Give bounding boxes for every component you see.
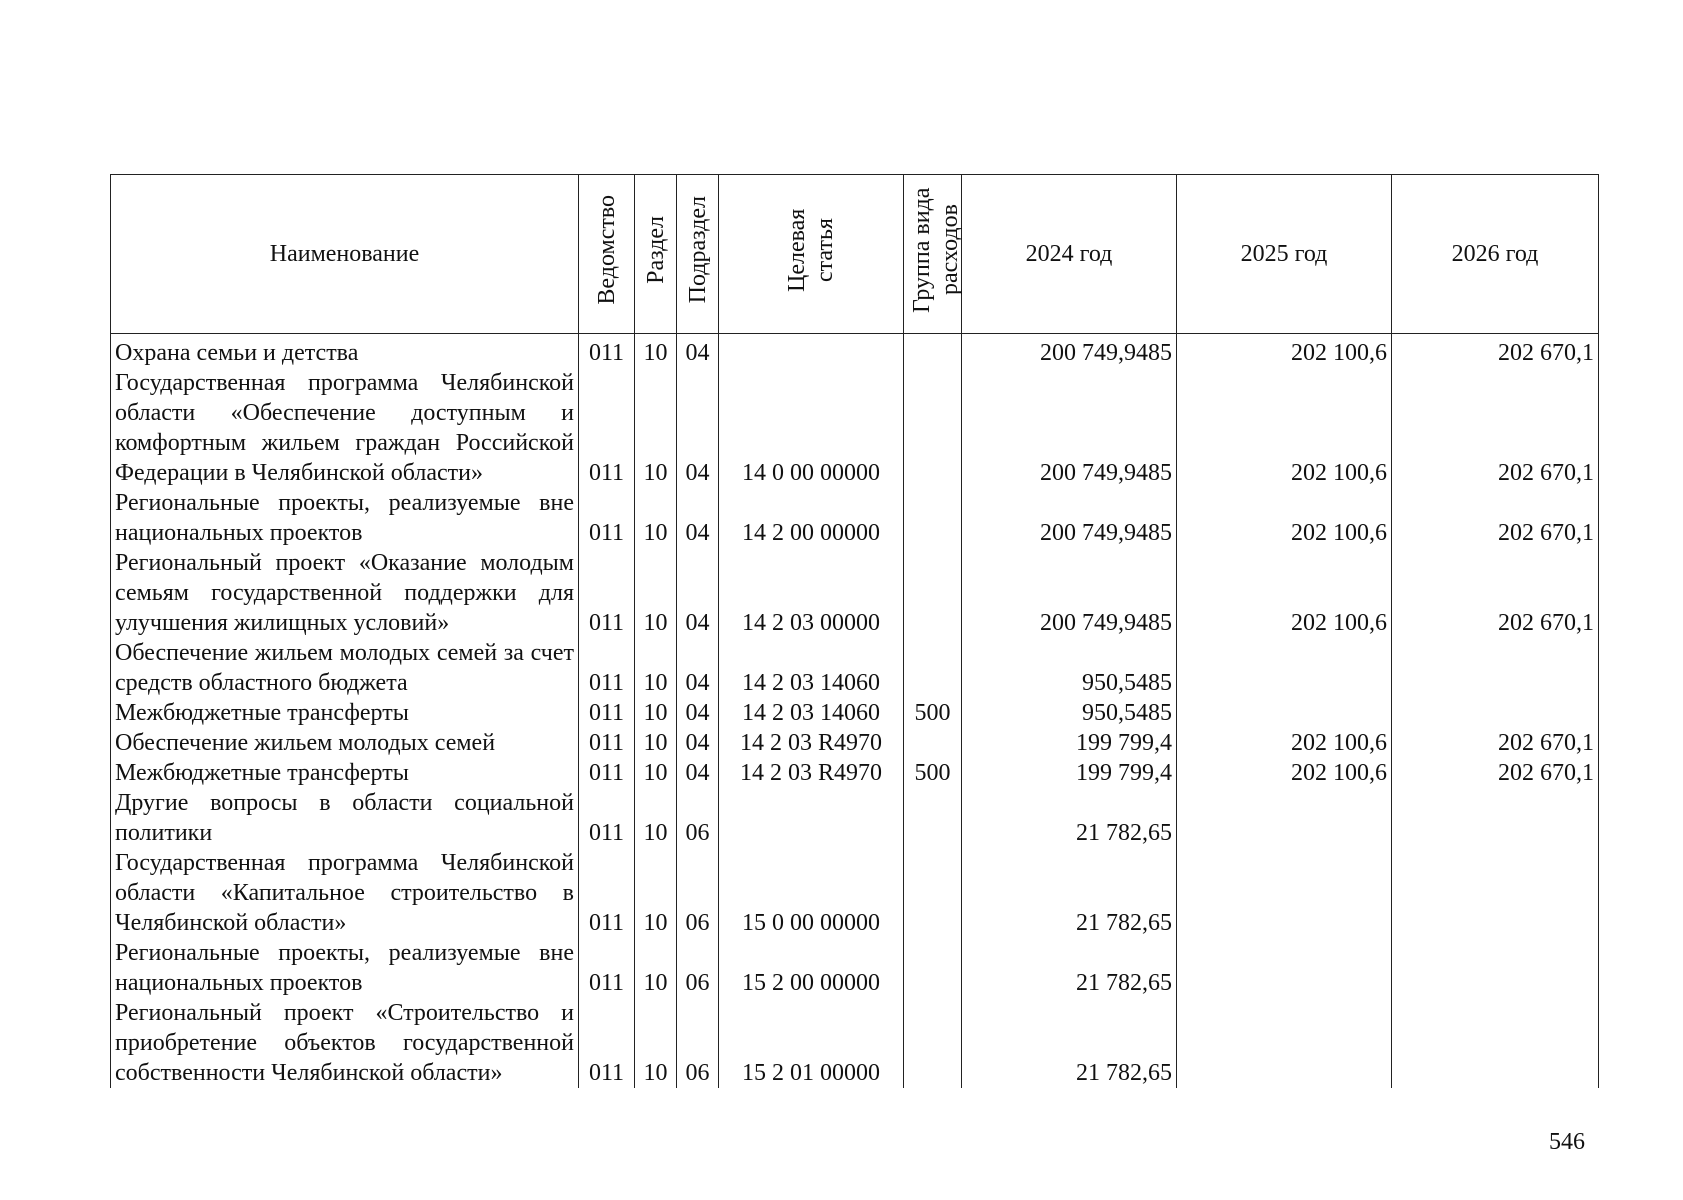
cell-subsection: 04 — [677, 334, 719, 369]
cell-2024: 199 799,4 — [962, 758, 1177, 788]
cell-expense-group — [904, 788, 962, 848]
cell-2025 — [1177, 698, 1392, 728]
cell-2026 — [1392, 848, 1599, 938]
cell-dept: 011 — [579, 638, 635, 698]
cell-name: Государственная программа Челябинской области «Обеспечение доступным и комфортным жильем граждан Российской Федерации в Челябинской области» — [111, 368, 579, 488]
cell-expense-group — [904, 368, 962, 488]
cell-subsection: 06 — [677, 848, 719, 938]
cell-section: 10 — [635, 998, 677, 1088]
cell-subsection: 04 — [677, 758, 719, 788]
cell-name: Другие вопросы в области социальной политики — [111, 788, 579, 848]
table-row — [111, 638, 1599, 698]
cell-name: Региональные проекты, реализуемые вне национальных проектов — [111, 938, 579, 998]
cell-dept: 011 — [579, 998, 635, 1088]
header-section — [635, 175, 677, 334]
cell-2026: 202 670,1 — [1392, 488, 1599, 548]
cell-section: 10 — [635, 938, 677, 998]
cell-name: Региональный проект «Строительство и приобретение объектов государственной собственности Челябинской области» — [111, 998, 579, 1088]
table-row — [111, 848, 1599, 938]
cell-dept: 011 — [579, 848, 635, 938]
cell-2025: 202 100,6 — [1177, 758, 1392, 788]
cell-target — [719, 334, 904, 369]
cell-2024: 21 782,65 — [962, 938, 1177, 998]
cell-expense-group — [904, 638, 962, 698]
cell-2024: 200 749,9485 — [962, 368, 1177, 488]
cell-subsection: 04 — [677, 728, 719, 758]
cell-subsection: 04 — [677, 548, 719, 638]
cell-target: 14 2 03 14060 — [719, 638, 904, 698]
table-row — [111, 334, 1599, 369]
header-2025: 2025 год — [1177, 175, 1392, 334]
table-body — [111, 334, 1599, 1089]
budget-sheet — [110, 174, 1599, 1088]
cell-2026: 202 670,1 — [1392, 368, 1599, 488]
cell-2024: 200 749,9485 — [962, 334, 1177, 369]
cell-2026 — [1392, 698, 1599, 728]
cell-dept: 011 — [579, 728, 635, 758]
cell-section: 10 — [635, 548, 677, 638]
cell-target: 15 2 00 00000 — [719, 938, 904, 998]
cell-2024: 21 782,65 — [962, 998, 1177, 1088]
cell-expense-group: 500 — [904, 698, 962, 728]
cell-section: 10 — [635, 758, 677, 788]
cell-dept: 011 — [579, 938, 635, 998]
cell-target: 15 0 00 00000 — [719, 848, 904, 938]
header-row — [111, 175, 1599, 334]
cell-expense-group — [904, 548, 962, 638]
cell-target: 14 2 03 R4970 — [719, 758, 904, 788]
cell-name: Государственная программа Челябинской области «Капитальное строительство в Челябинской области» — [111, 848, 579, 938]
table-row — [111, 548, 1599, 638]
header-subsection — [677, 175, 719, 334]
table-row — [111, 488, 1599, 548]
cell-name: Охрана семьи и детства — [111, 334, 579, 369]
header-expense-group-label: Группа вида расходов — [909, 187, 963, 313]
cell-expense-group — [904, 334, 962, 369]
cell-2025: 202 100,6 — [1177, 368, 1392, 488]
cell-section: 10 — [635, 788, 677, 848]
cell-2026 — [1392, 638, 1599, 698]
cell-dept: 011 — [579, 488, 635, 548]
cell-2026: 202 670,1 — [1392, 334, 1599, 369]
cell-section: 10 — [635, 638, 677, 698]
cell-target: 14 2 03 14060 — [719, 698, 904, 728]
header-name: Наименование — [111, 175, 579, 334]
cell-2025 — [1177, 998, 1392, 1088]
header-dept — [579, 175, 635, 334]
cell-name: Обеспечение жильем молодых семей — [111, 728, 579, 758]
table-row — [111, 998, 1599, 1088]
cell-section: 10 — [635, 728, 677, 758]
cell-expense-group — [904, 728, 962, 758]
header-2026: 2026 год — [1392, 175, 1599, 334]
budget-table — [110, 174, 1599, 1088]
cell-2026: 202 670,1 — [1392, 728, 1599, 758]
header-section-label: Раздел — [642, 216, 669, 284]
cell-subsection: 04 — [677, 638, 719, 698]
page-number: 546 — [1549, 1129, 1585, 1155]
cell-subsection: 06 — [677, 938, 719, 998]
cell-dept: 011 — [579, 788, 635, 848]
cell-expense-group: 500 — [904, 758, 962, 788]
cell-2026 — [1392, 788, 1599, 848]
table-row — [111, 698, 1599, 728]
cell-section: 10 — [635, 488, 677, 548]
cell-expense-group — [904, 998, 962, 1088]
cell-dept: 011 — [579, 548, 635, 638]
cell-subsection: 04 — [677, 368, 719, 488]
cell-target: 15 2 01 00000 — [719, 998, 904, 1088]
header-target-label: Целевая статья — [784, 208, 838, 292]
cell-target — [719, 788, 904, 848]
cell-dept: 011 — [579, 334, 635, 369]
cell-name: Региональный проект «Оказание молодым семьям государственной поддержки для улучшения жилищных условий» — [111, 548, 579, 638]
cell-subsection: 04 — [677, 698, 719, 728]
table-row — [111, 788, 1599, 848]
cell-2024: 950,5485 — [962, 698, 1177, 728]
cell-section: 10 — [635, 368, 677, 488]
cell-2026: 202 670,1 — [1392, 758, 1599, 788]
cell-2024: 21 782,65 — [962, 788, 1177, 848]
cell-target: 14 2 00 00000 — [719, 488, 904, 548]
cell-name: Обеспечение жильем молодых семей за счет средств областного бюджета — [111, 638, 579, 698]
cell-target: 14 0 00 00000 — [719, 368, 904, 488]
cell-name: Межбюджетные трансферты — [111, 698, 579, 728]
cell-2025: 202 100,6 — [1177, 548, 1392, 638]
header-dept-label: Ведомство — [593, 195, 620, 305]
cell-section: 10 — [635, 698, 677, 728]
cell-2026 — [1392, 938, 1599, 998]
cell-2025 — [1177, 638, 1392, 698]
cell-name: Региональные проекты, реализуемые вне национальных проектов — [111, 488, 579, 548]
cell-2025 — [1177, 938, 1392, 998]
header-expense-group — [904, 175, 962, 334]
cell-2025 — [1177, 788, 1392, 848]
cell-2025: 202 100,6 — [1177, 728, 1392, 758]
cell-2025 — [1177, 848, 1392, 938]
cell-expense-group — [904, 488, 962, 548]
table-row — [111, 938, 1599, 998]
cell-subsection: 04 — [677, 488, 719, 548]
cell-section: 10 — [635, 334, 677, 369]
cell-2025: 202 100,6 — [1177, 488, 1392, 548]
cell-subsection: 06 — [677, 788, 719, 848]
cell-dept: 011 — [579, 758, 635, 788]
cell-2024: 200 749,9485 — [962, 548, 1177, 638]
cell-2024: 950,5485 — [962, 638, 1177, 698]
cell-target: 14 2 03 R4970 — [719, 728, 904, 758]
cell-target: 14 2 03 00000 — [719, 548, 904, 638]
cell-2025: 202 100,6 — [1177, 334, 1392, 369]
header-subsection-label: Подраздел — [684, 196, 711, 304]
cell-expense-group — [904, 848, 962, 938]
cell-subsection: 06 — [677, 998, 719, 1088]
header-target — [719, 175, 904, 334]
table-row — [111, 728, 1599, 758]
cell-2024: 21 782,65 — [962, 848, 1177, 938]
header-2024: 2024 год — [962, 175, 1177, 334]
table-row — [111, 758, 1599, 788]
cell-dept: 011 — [579, 368, 635, 488]
cell-2026: 202 670,1 — [1392, 548, 1599, 638]
cell-2024: 200 749,9485 — [962, 488, 1177, 548]
table-row — [111, 368, 1599, 488]
cell-2024: 199 799,4 — [962, 728, 1177, 758]
cell-2026 — [1392, 998, 1599, 1088]
cell-name: Межбюджетные трансферты — [111, 758, 579, 788]
cell-dept: 011 — [579, 698, 635, 728]
cell-section: 10 — [635, 848, 677, 938]
cell-expense-group — [904, 938, 962, 998]
